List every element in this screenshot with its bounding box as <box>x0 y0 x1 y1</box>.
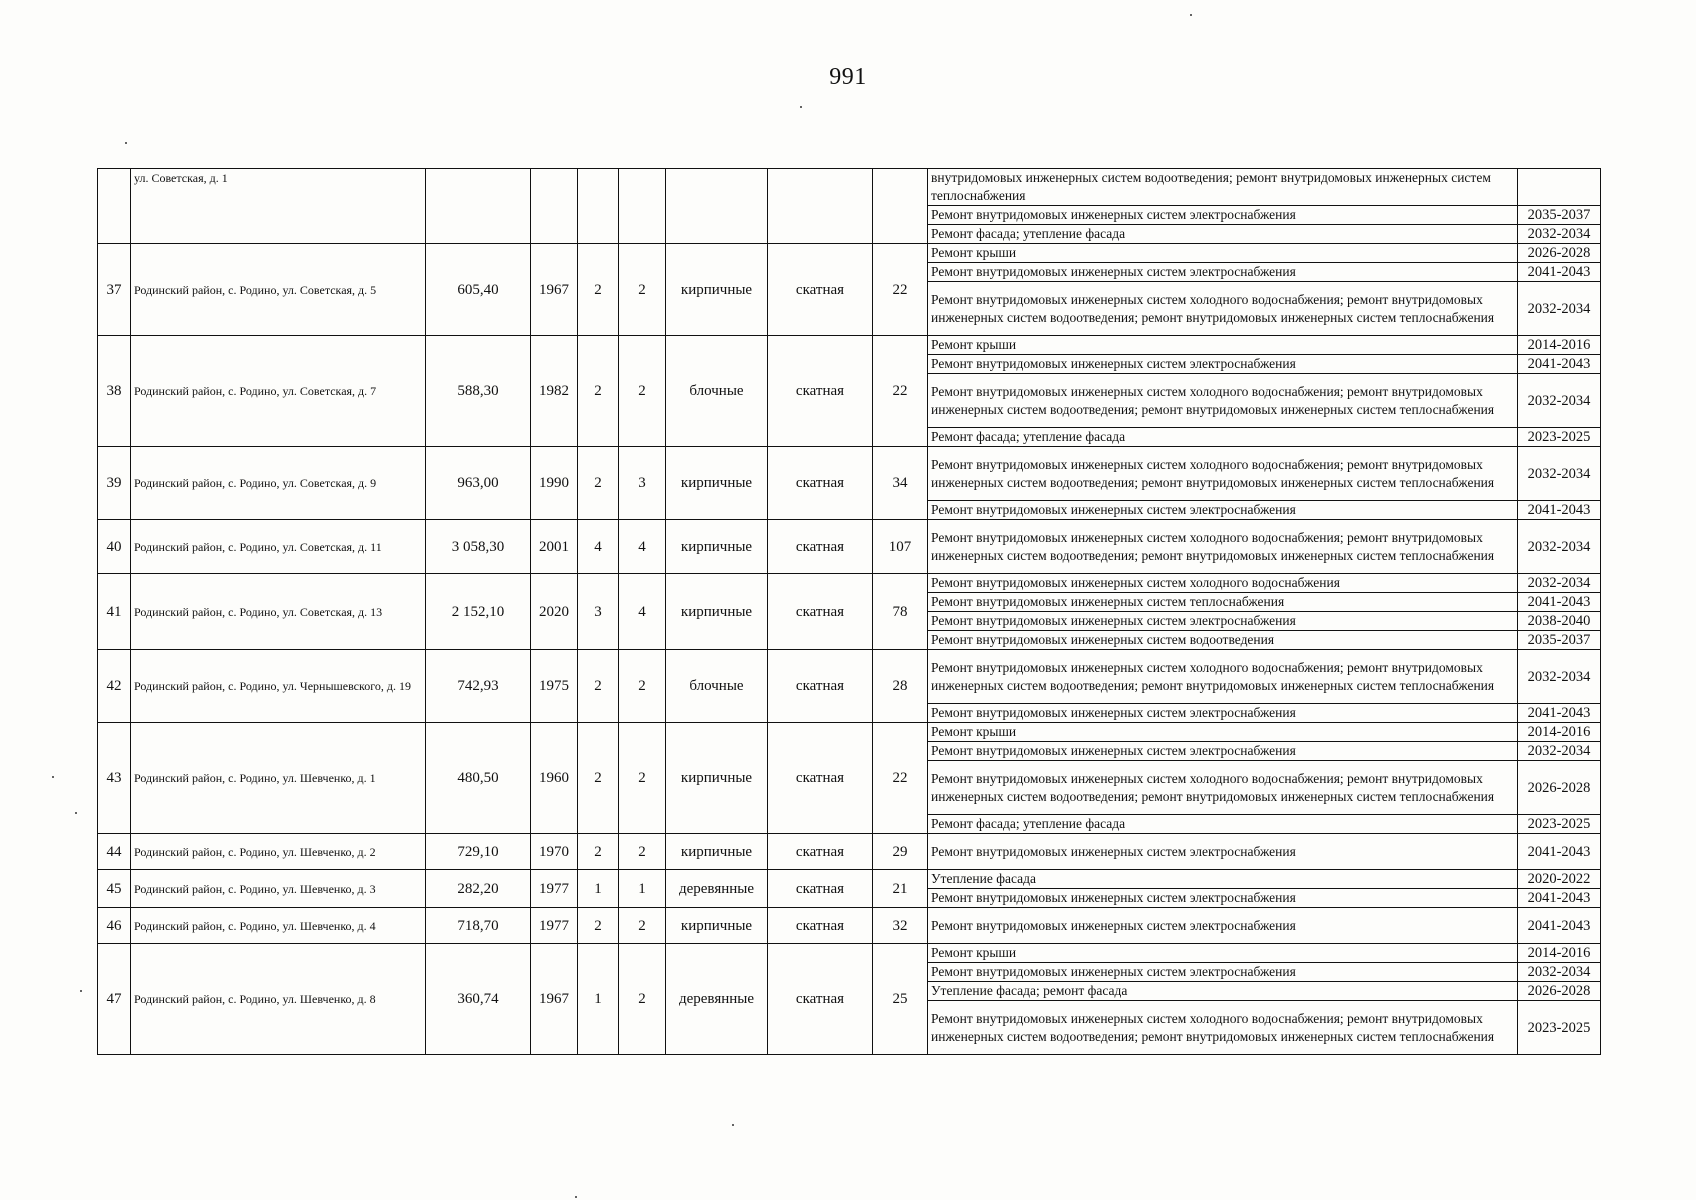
period-cell: 2032-2034 <box>1518 447 1601 501</box>
period-cell: 2023-2025 <box>1518 815 1601 834</box>
work-type-cell: Ремонт внутридомовых инженерных систем холодного водоснабжения; ремонт внутридомовых инженерных систем водоотведения; ремонт внутридомовых инженерных систем теплоснабжения <box>928 650 1518 704</box>
period-cell: 2014-2016 <box>1518 944 1601 963</box>
period-cell: 2032-2034 <box>1518 282 1601 336</box>
scan-speck <box>800 106 802 108</box>
area-cell <box>426 169 531 244</box>
work-type-cell: Ремонт внутридомовых инженерных систем холодного водоснабжения; ремонт внутридомовых инженерных систем водоотведения; ремонт внутридомовых инженерных систем теплоснабжения <box>928 520 1518 574</box>
scan-speck <box>732 1124 734 1126</box>
wall-material-cell: кирпичные <box>666 908 768 944</box>
area-cell: 282,20 <box>426 870 531 908</box>
apartments-cell: 22 <box>873 244 928 336</box>
entrances-cell: 3 <box>619 447 666 520</box>
entrances-cell: 4 <box>619 574 666 650</box>
wall-material-cell: кирпичные <box>666 723 768 834</box>
floors-cell: 2 <box>578 723 619 834</box>
work-type-cell: Ремонт внутридомовых инженерных систем электроснабжения <box>928 704 1518 723</box>
year-cell: 2020 <box>531 574 578 650</box>
wall-material-cell: кирпичные <box>666 520 768 574</box>
apartments-cell: 21 <box>873 870 928 908</box>
row-number: 38 <box>98 336 131 447</box>
period-cell: 2041-2043 <box>1518 355 1601 374</box>
entrances-cell: 1 <box>619 870 666 908</box>
address-cell: Родинский район, с. Родино, ул. Советская, д. 7 <box>131 336 426 447</box>
year-cell: 1990 <box>531 447 578 520</box>
period-cell: 2041-2043 <box>1518 593 1601 612</box>
period-cell <box>1518 169 1601 206</box>
area-cell: 963,00 <box>426 447 531 520</box>
address-cell: Родинский район, с. Родино, ул. Советская, д. 13 <box>131 574 426 650</box>
entrances-cell: 2 <box>619 336 666 447</box>
area-cell: 360,74 <box>426 944 531 1055</box>
entrances-cell: 2 <box>619 723 666 834</box>
row-number: 37 <box>98 244 131 336</box>
apartments-cell: 78 <box>873 574 928 650</box>
period-cell: 2020-2022 <box>1518 870 1601 889</box>
year-cell <box>531 169 578 244</box>
area-cell: 2 152,10 <box>426 574 531 650</box>
floors-cell: 1 <box>578 944 619 1055</box>
scan-speck <box>125 142 127 144</box>
period-cell: 2041-2043 <box>1518 501 1601 520</box>
year-cell: 1960 <box>531 723 578 834</box>
floors-cell: 1 <box>578 870 619 908</box>
table-row <box>98 834 1601 870</box>
period-cell: 2023-2025 <box>1518 428 1601 447</box>
area-cell: 605,40 <box>426 244 531 336</box>
area-cell: 718,70 <box>426 908 531 944</box>
address-cell: Родинский район, с. Родино, ул. Чернышевского, д. 19 <box>131 650 426 723</box>
work-type-cell: Ремонт внутридомовых инженерных систем электроснабжения <box>928 889 1518 908</box>
floors-cell: 3 <box>578 574 619 650</box>
work-type-cell: Ремонт внутридомовых инженерных систем теплоснабжения <box>928 593 1518 612</box>
period-cell: 2014-2016 <box>1518 336 1601 355</box>
table-row <box>98 944 1601 963</box>
work-type-cell: Ремонт крыши <box>928 723 1518 742</box>
apartments-cell: 107 <box>873 520 928 574</box>
wall-material-cell: кирпичные <box>666 244 768 336</box>
row-number: 46 <box>98 908 131 944</box>
roof-type-cell: скатная <box>768 650 873 723</box>
address-cell: Родинский район, с. Родино, ул. Шевченко, д. 2 <box>131 834 426 870</box>
table-body <box>98 169 1601 1055</box>
period-cell: 2032-2034 <box>1518 963 1601 982</box>
work-type-cell: Утепление фасада <box>928 870 1518 889</box>
period-cell: 2032-2034 <box>1518 374 1601 428</box>
roof-type-cell <box>768 169 873 244</box>
roof-type-cell: скатная <box>768 870 873 908</box>
entrances-cell: 2 <box>619 244 666 336</box>
period-cell: 2035-2037 <box>1518 631 1601 650</box>
roof-type-cell: скатная <box>768 574 873 650</box>
entrances-cell: 2 <box>619 650 666 723</box>
period-cell: 2032-2034 <box>1518 225 1601 244</box>
address-cell: Родинский район, с. Родино, ул. Шевченко, д. 4 <box>131 908 426 944</box>
work-type-cell: Ремонт внутридомовых инженерных систем холодного водоснабжения; ремонт внутридомовых инженерных систем водоотведения; ремонт внутридомовых инженерных систем теплоснабжения <box>928 282 1518 336</box>
work-type-cell: Ремонт внутридомовых инженерных систем электроснабжения <box>928 963 1518 982</box>
address-cell: Родинский район, с. Родино, ул. Советская, д. 5 <box>131 244 426 336</box>
row-number: 42 <box>98 650 131 723</box>
row-number: 45 <box>98 870 131 908</box>
work-type-cell: Ремонт внутридомовых инженерных систем электроснабжения <box>928 742 1518 761</box>
area-cell: 729,10 <box>426 834 531 870</box>
work-type-cell: Утепление фасада; ремонт фасада <box>928 982 1518 1001</box>
work-type-cell: Ремонт внутридомовых инженерных систем электроснабжения <box>928 501 1518 520</box>
period-cell: 2023-2025 <box>1518 1001 1601 1055</box>
floors-cell: 2 <box>578 244 619 336</box>
roof-type-cell: скатная <box>768 520 873 574</box>
floors-cell <box>578 169 619 244</box>
year-cell: 1977 <box>531 908 578 944</box>
area-cell: 480,50 <box>426 723 531 834</box>
row-number <box>98 169 131 244</box>
roof-type-cell: скатная <box>768 244 873 336</box>
entrances-cell: 2 <box>619 834 666 870</box>
year-cell: 1977 <box>531 870 578 908</box>
entrances-cell <box>619 169 666 244</box>
scan-speck <box>52 776 54 778</box>
period-cell: 2041-2043 <box>1518 263 1601 282</box>
apartments-cell: 32 <box>873 908 928 944</box>
work-type-cell: Ремонт внутридомовых инженерных систем электроснабжения <box>928 263 1518 282</box>
wall-material-cell: кирпичные <box>666 447 768 520</box>
roof-type-cell: скатная <box>768 723 873 834</box>
period-cell: 2041-2043 <box>1518 908 1601 944</box>
apartments-cell <box>873 169 928 244</box>
work-type-cell: Ремонт внутридомовых инженерных систем электроснабжения <box>928 908 1518 944</box>
floors-cell: 2 <box>578 650 619 723</box>
apartments-cell: 25 <box>873 944 928 1055</box>
work-type-cell: Ремонт внутридомовых инженерных систем холодного водоснабжения; ремонт внутридомовых инженерных систем водоотведения; ремонт внутридомовых инженерных систем теплоснабжения <box>928 447 1518 501</box>
year-cell: 1967 <box>531 244 578 336</box>
work-type-cell: Ремонт внутридомовых инженерных систем электроснабжения <box>928 206 1518 225</box>
work-type-cell: Ремонт внутридомовых инженерных систем холодного водоснабжения; ремонт внутридомовых инженерных систем водоотведения; ремонт внутридомовых инженерных систем теплоснабжения <box>928 761 1518 815</box>
table-row <box>98 650 1601 704</box>
scan-speck <box>80 990 82 992</box>
housing-repair-table <box>97 168 1601 1055</box>
period-cell: 2041-2043 <box>1518 704 1601 723</box>
work-type-cell: Ремонт внутридомовых инженерных систем холодного водоснабжения; ремонт внутридомовых инженерных систем водоотведения; ремонт внутридомовых инженерных систем теплоснабжения <box>928 374 1518 428</box>
period-cell: 2035-2037 <box>1518 206 1601 225</box>
work-type-cell: Ремонт фасада; утепление фасада <box>928 428 1518 447</box>
year-cell: 2001 <box>531 520 578 574</box>
wall-material-cell: кирпичные <box>666 574 768 650</box>
work-type-cell: Ремонт внутридомовых инженерных систем электроснабжения <box>928 612 1518 631</box>
row-number: 47 <box>98 944 131 1055</box>
row-number: 44 <box>98 834 131 870</box>
table-row <box>98 870 1601 889</box>
apartments-cell: 28 <box>873 650 928 723</box>
period-cell: 2026-2028 <box>1518 982 1601 1001</box>
work-type-cell: Ремонт фасада; утепление фасада <box>928 815 1518 834</box>
table-row <box>98 574 1601 593</box>
period-cell: 2032-2034 <box>1518 650 1601 704</box>
work-type-cell: Ремонт внутридомовых инженерных систем холодного водоснабжения; ремонт внутридомовых инженерных систем водоотведения; ремонт внутридомовых инженерных систем теплоснабжения <box>928 1001 1518 1055</box>
year-cell: 1975 <box>531 650 578 723</box>
roof-type-cell: скатная <box>768 447 873 520</box>
work-type-cell: Ремонт крыши <box>928 944 1518 963</box>
wall-material-cell: деревянные <box>666 944 768 1055</box>
entrances-cell: 2 <box>619 908 666 944</box>
apartments-cell: 22 <box>873 723 928 834</box>
entrances-cell: 2 <box>619 944 666 1055</box>
address-cell: Родинский район, с. Родино, ул. Шевченко, д. 1 <box>131 723 426 834</box>
roof-type-cell: скатная <box>768 944 873 1055</box>
roof-type-cell: скатная <box>768 834 873 870</box>
period-cell: 2032-2034 <box>1518 742 1601 761</box>
area-cell: 588,30 <box>426 336 531 447</box>
period-cell: 2032-2034 <box>1518 574 1601 593</box>
year-cell: 1982 <box>531 336 578 447</box>
wall-material-cell: блочные <box>666 650 768 723</box>
period-cell: 2026-2028 <box>1518 761 1601 815</box>
roof-type-cell: скатная <box>768 336 873 447</box>
roof-type-cell: скатная <box>768 908 873 944</box>
apartments-cell: 22 <box>873 336 928 447</box>
area-cell: 3 058,30 <box>426 520 531 574</box>
apartments-cell: 34 <box>873 447 928 520</box>
table-row <box>98 169 1601 206</box>
work-type-cell: Ремонт внутридомовых инженерных систем водоотведения <box>928 631 1518 650</box>
work-type-cell: Ремонт крыши <box>928 336 1518 355</box>
work-type-cell: Ремонт фасада; утепление фасада <box>928 225 1518 244</box>
wall-material-cell: блочные <box>666 336 768 447</box>
table-row <box>98 520 1601 574</box>
work-type-cell: Ремонт внутридомовых инженерных систем электроснабжения <box>928 355 1518 374</box>
row-number: 40 <box>98 520 131 574</box>
work-type-cell: внутридомовых инженерных систем водоотведения; ремонт внутридомовых инженерных систем теплоснабжения <box>928 169 1518 206</box>
work-type-cell: Ремонт внутридомовых инженерных систем холодного водоснабжения <box>928 574 1518 593</box>
floors-cell: 4 <box>578 520 619 574</box>
table-row <box>98 447 1601 501</box>
period-cell: 2026-2028 <box>1518 244 1601 263</box>
address-cell: ул. Советская, д. 1 <box>131 169 426 244</box>
wall-material-cell: деревянные <box>666 870 768 908</box>
row-number: 41 <box>98 574 131 650</box>
row-number: 43 <box>98 723 131 834</box>
period-cell: 2014-2016 <box>1518 723 1601 742</box>
page-number: 991 <box>829 64 867 90</box>
work-type-cell: Ремонт внутридомовых инженерных систем электроснабжения <box>928 834 1518 870</box>
area-cell: 742,93 <box>426 650 531 723</box>
period-cell: 2032-2034 <box>1518 520 1601 574</box>
apartments-cell: 29 <box>873 834 928 870</box>
period-cell: 2038-2040 <box>1518 612 1601 631</box>
floors-cell: 2 <box>578 447 619 520</box>
row-number: 39 <box>98 447 131 520</box>
table-row <box>98 908 1601 944</box>
address-cell: Родинский район, с. Родино, ул. Шевченко, д. 8 <box>131 944 426 1055</box>
table-row <box>98 336 1601 355</box>
wall-material-cell <box>666 169 768 244</box>
scan-speck <box>575 1196 577 1198</box>
year-cell: 1970 <box>531 834 578 870</box>
period-cell: 2041-2043 <box>1518 889 1601 908</box>
floors-cell: 2 <box>578 336 619 447</box>
floors-cell: 2 <box>578 908 619 944</box>
entrances-cell: 4 <box>619 520 666 574</box>
address-cell: Родинский район, с. Родино, ул. Шевченко, д. 3 <box>131 870 426 908</box>
scan-speck <box>75 812 77 814</box>
table-row <box>98 723 1601 742</box>
work-type-cell: Ремонт крыши <box>928 244 1518 263</box>
year-cell: 1967 <box>531 944 578 1055</box>
address-cell: Родинский район, с. Родино, ул. Советская, д. 11 <box>131 520 426 574</box>
address-cell: Родинский район, с. Родино, ул. Советская, д. 9 <box>131 447 426 520</box>
scan-speck <box>1190 14 1192 16</box>
wall-material-cell: кирпичные <box>666 834 768 870</box>
period-cell: 2041-2043 <box>1518 834 1601 870</box>
table-row <box>98 244 1601 263</box>
floors-cell: 2 <box>578 834 619 870</box>
